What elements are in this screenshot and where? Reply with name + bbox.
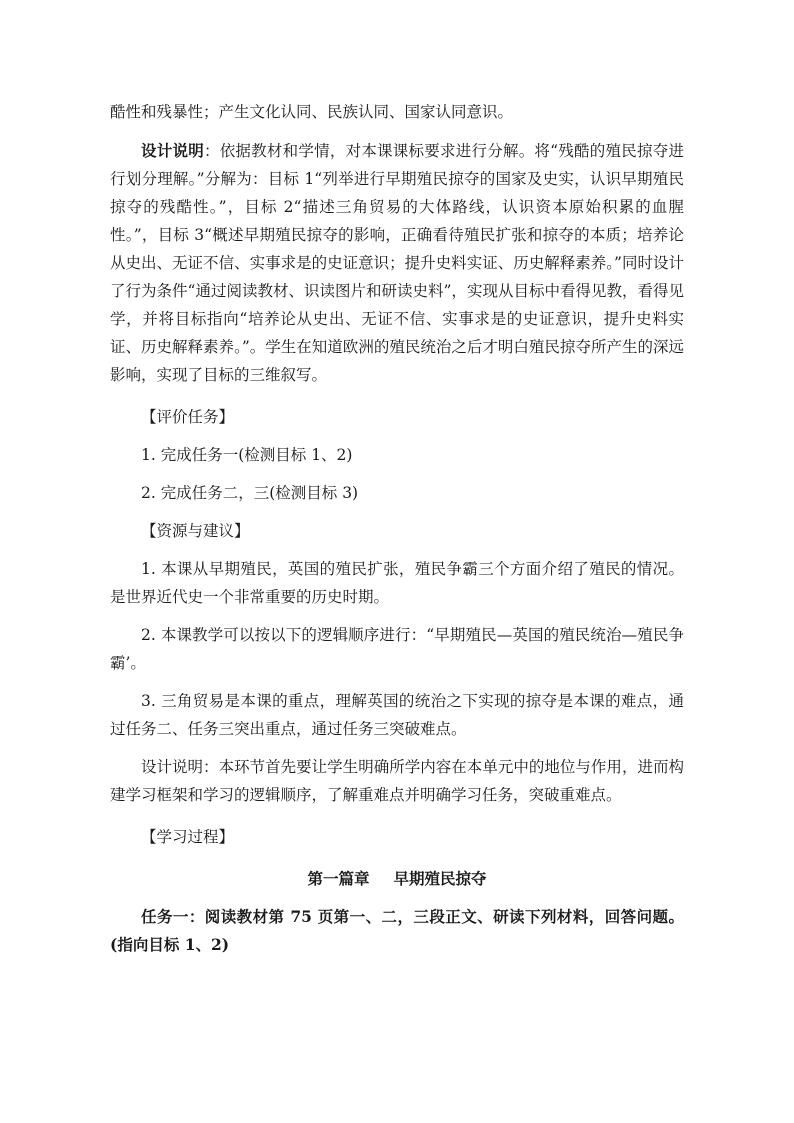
evaluation-item-2: 2. 完成任务二，三(检测目标 3)	[141, 484, 359, 502]
evaluation-heading: 【评价任务】	[141, 408, 235, 426]
resources-item-3: 3. 三角贸易是本课的重点，理解英国的统治之下实现的掠夺是本课的难点，通过任务二、任务三突出重点，通过任务三突破难点。	[110, 692, 684, 738]
design-note-1	[110, 137, 684, 389]
task-one: 任务一：阅读教材第 75 页第一、二，三段正文、研读下列材料，回答问题。(指向目标 1、2)	[110, 907, 684, 954]
resources-heading: 【资源与建议】	[141, 522, 250, 540]
resources-item-2: 2. 本课教学可以按以下的逻辑顺序进行：“早期殖民—英国的殖民统治—殖民争霸’。	[110, 626, 684, 672]
resources-item-1: 1. 本课从早期殖民，英国的殖民扩张，殖民争霸三个方面介绍了殖民的情况。是世界近代史一个非常重要的历史时期。	[110, 560, 684, 606]
process-heading: 【学习过程】	[141, 828, 235, 846]
evaluation-item-1: 1. 完成任务一(检测目标 1、2)	[141, 446, 353, 464]
chapter-title	[110, 865, 684, 893]
document-page	[110, 98, 684, 959]
continuation-line: 酷性和残暴性；产生文化认同、民族认同、国家认同意识。	[110, 103, 514, 121]
chapter-name: 早期殖民掠夺	[393, 869, 487, 888]
design-note-2: 设计说明：本环节首先要让学生明确所学内容在本单元中的地位与作用，进而构建学习框架和学习的逻辑顺序，了解重难点并明确学习任务，突破重难点。	[110, 758, 684, 804]
design-note-text: ：依据教材和学情，对本课课标要求进行分解。将“残酷的殖民掠夺进行划分理解。”分解为：目标 1“列举进行早期殖民掠夺的国家及史实，认识早期殖民掠夺的残酷性。”，目标 2“描述三角贸易的大体路线，认识资本原始积累的血腥性。”，目标 3“概述早期殖民掠夺的影响，正确看待殖民扩张和掠夺的本质；培养论从史出、无证不信、实事求是的史证意识；提升史料实证、历史解释素养。”同时设计了行为条件“通过阅读教材、识读图片和研读史料”，实现从目标中看得见教，看得见学，并将目标指向“培养论从史出、无证不信、实事求是的史证意识，提升史料实证、历史解释素养。”。学生在知道欧洲的殖民统治之后才明白殖民掠夺所产生的深远影响，实现了目标的三维叙写。	[110, 142, 684, 384]
chapter-number: 第一篇章	[307, 869, 370, 888]
design-note-label: 设计说明	[141, 141, 204, 160]
